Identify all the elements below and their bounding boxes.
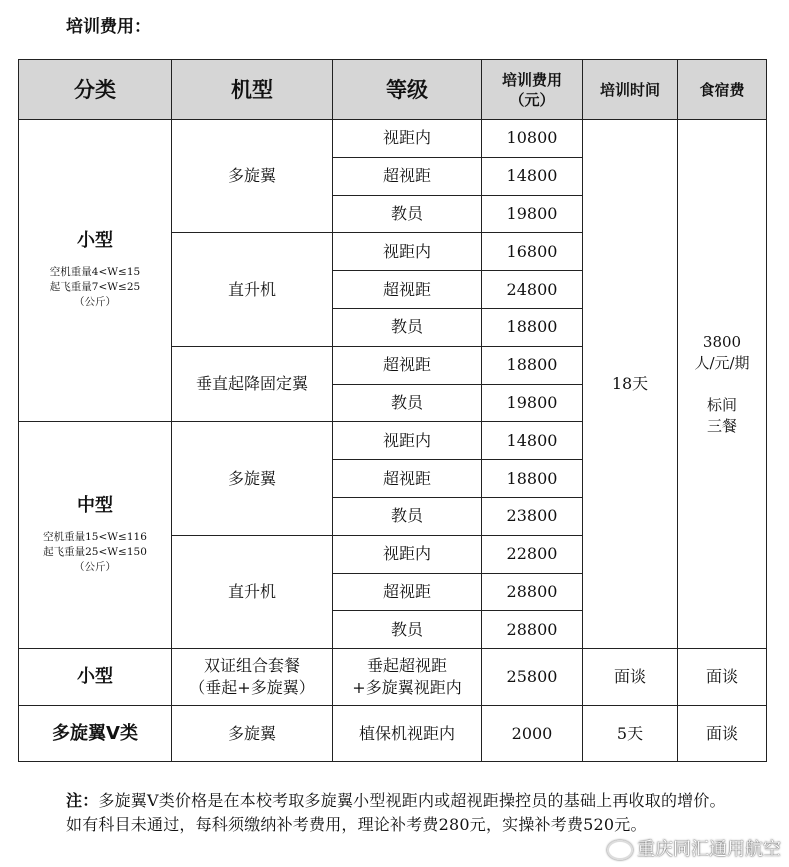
model-cell: 多旋翼 bbox=[172, 120, 333, 233]
combo-lodging: 面谈 bbox=[678, 649, 767, 706]
watermark bbox=[607, 835, 781, 861]
model-cell: 多旋翼 bbox=[172, 422, 333, 535]
grade-cell: 教员 bbox=[333, 497, 482, 535]
section-heading: 培训费用： bbox=[66, 17, 151, 37]
category-small-detail: 空机重量4<W≤15 起飞重量7<W≤25 （公斤） bbox=[49, 266, 141, 309]
fee-cell: 23800 bbox=[482, 497, 583, 535]
weibo-logo-icon bbox=[607, 840, 633, 860]
v-class-duration: 5天 bbox=[583, 706, 678, 762]
grade-cell: 超视距 bbox=[333, 573, 482, 611]
footnote-text: 多旋翼V类价格是在本校考取多旋翼小型视距内或超视距操控员的基础上再收取的增价。如有科目未通过，每科须缴纳补考费用，理论补考费280元，实操补考费520元。 bbox=[66, 791, 726, 834]
header-row bbox=[19, 60, 767, 120]
model-cell: 直升机 bbox=[172, 535, 333, 648]
combo-grade: 垂起超视距 +多旋翼视距内 bbox=[333, 649, 482, 706]
fee-cell: 19800 bbox=[482, 195, 583, 233]
header-lodging: 食宿费 bbox=[678, 60, 767, 120]
header-model: 机型 bbox=[172, 60, 333, 120]
header-fee: 培训费用 （元） bbox=[482, 60, 583, 120]
grade-cell: 视距内 bbox=[333, 422, 482, 460]
training-fee-table bbox=[18, 59, 767, 762]
v-class-fee: 2000 bbox=[482, 706, 583, 762]
v-class-row bbox=[19, 706, 767, 762]
category-medium-name: 中型 bbox=[77, 494, 113, 516]
header-category: 分类 bbox=[19, 60, 172, 120]
category-small-name: 小型 bbox=[77, 230, 113, 252]
v-class-model: 多旋翼 bbox=[172, 706, 333, 762]
header-grade: 等级 bbox=[333, 60, 482, 120]
header-duration: 培训时间 bbox=[583, 60, 678, 120]
fee-cell: 19800 bbox=[482, 384, 583, 422]
v-class-grade: 植保机视距内 bbox=[333, 706, 482, 762]
combo-duration: 面谈 bbox=[583, 649, 678, 706]
v-class-category: 多旋翼V类 bbox=[19, 706, 172, 762]
grade-cell: 教员 bbox=[333, 384, 482, 422]
grade-cell: 超视距 bbox=[333, 346, 482, 384]
fee-cell: 16800 bbox=[482, 233, 583, 271]
fee-cell: 24800 bbox=[482, 271, 583, 309]
table-row bbox=[19, 120, 767, 158]
fee-cell: 14800 bbox=[482, 422, 583, 460]
grade-cell: 超视距 bbox=[333, 271, 482, 309]
combo-fee: 25800 bbox=[482, 649, 583, 706]
footnote-label: 注： bbox=[66, 791, 99, 810]
grade-cell: 超视距 bbox=[333, 157, 482, 195]
grade-cell: 视距内 bbox=[333, 535, 482, 573]
grade-cell: 视距内 bbox=[333, 120, 482, 158]
watermark-text: 重庆同汇通用航空 bbox=[637, 839, 781, 860]
model-cell: 垂直起降固定翼 bbox=[172, 346, 333, 422]
v-class-lodging: 面谈 bbox=[678, 706, 767, 762]
duration-main-cell: 18天 bbox=[583, 120, 678, 649]
footnote bbox=[66, 789, 736, 837]
combo-model: 双证组合套餐 （垂起+多旋翼） bbox=[172, 649, 333, 706]
fee-cell: 10800 bbox=[482, 120, 583, 158]
grade-cell: 视距内 bbox=[333, 233, 482, 271]
model-cell: 直升机 bbox=[172, 233, 333, 346]
fee-cell: 28800 bbox=[482, 611, 583, 649]
fee-cell: 18800 bbox=[482, 346, 583, 384]
category-small-cell bbox=[19, 120, 172, 422]
fee-cell: 22800 bbox=[482, 535, 583, 573]
fee-cell: 14800 bbox=[482, 157, 583, 195]
lodging-main-cell: 3800 人/元/期 标间 三餐 bbox=[678, 120, 767, 649]
combo-row bbox=[19, 649, 767, 706]
grade-cell: 教员 bbox=[333, 308, 482, 346]
fee-cell: 18800 bbox=[482, 308, 583, 346]
fee-cell: 18800 bbox=[482, 460, 583, 498]
grade-cell: 教员 bbox=[333, 195, 482, 233]
category-medium-cell bbox=[19, 422, 172, 649]
fee-cell: 28800 bbox=[482, 573, 583, 611]
grade-cell: 超视距 bbox=[333, 460, 482, 498]
category-medium-detail: 空机重量15<W≤116 起飞重量25<W≤150 （公斤） bbox=[43, 530, 147, 573]
grade-cell: 教员 bbox=[333, 611, 482, 649]
combo-category: 小型 bbox=[19, 649, 172, 706]
